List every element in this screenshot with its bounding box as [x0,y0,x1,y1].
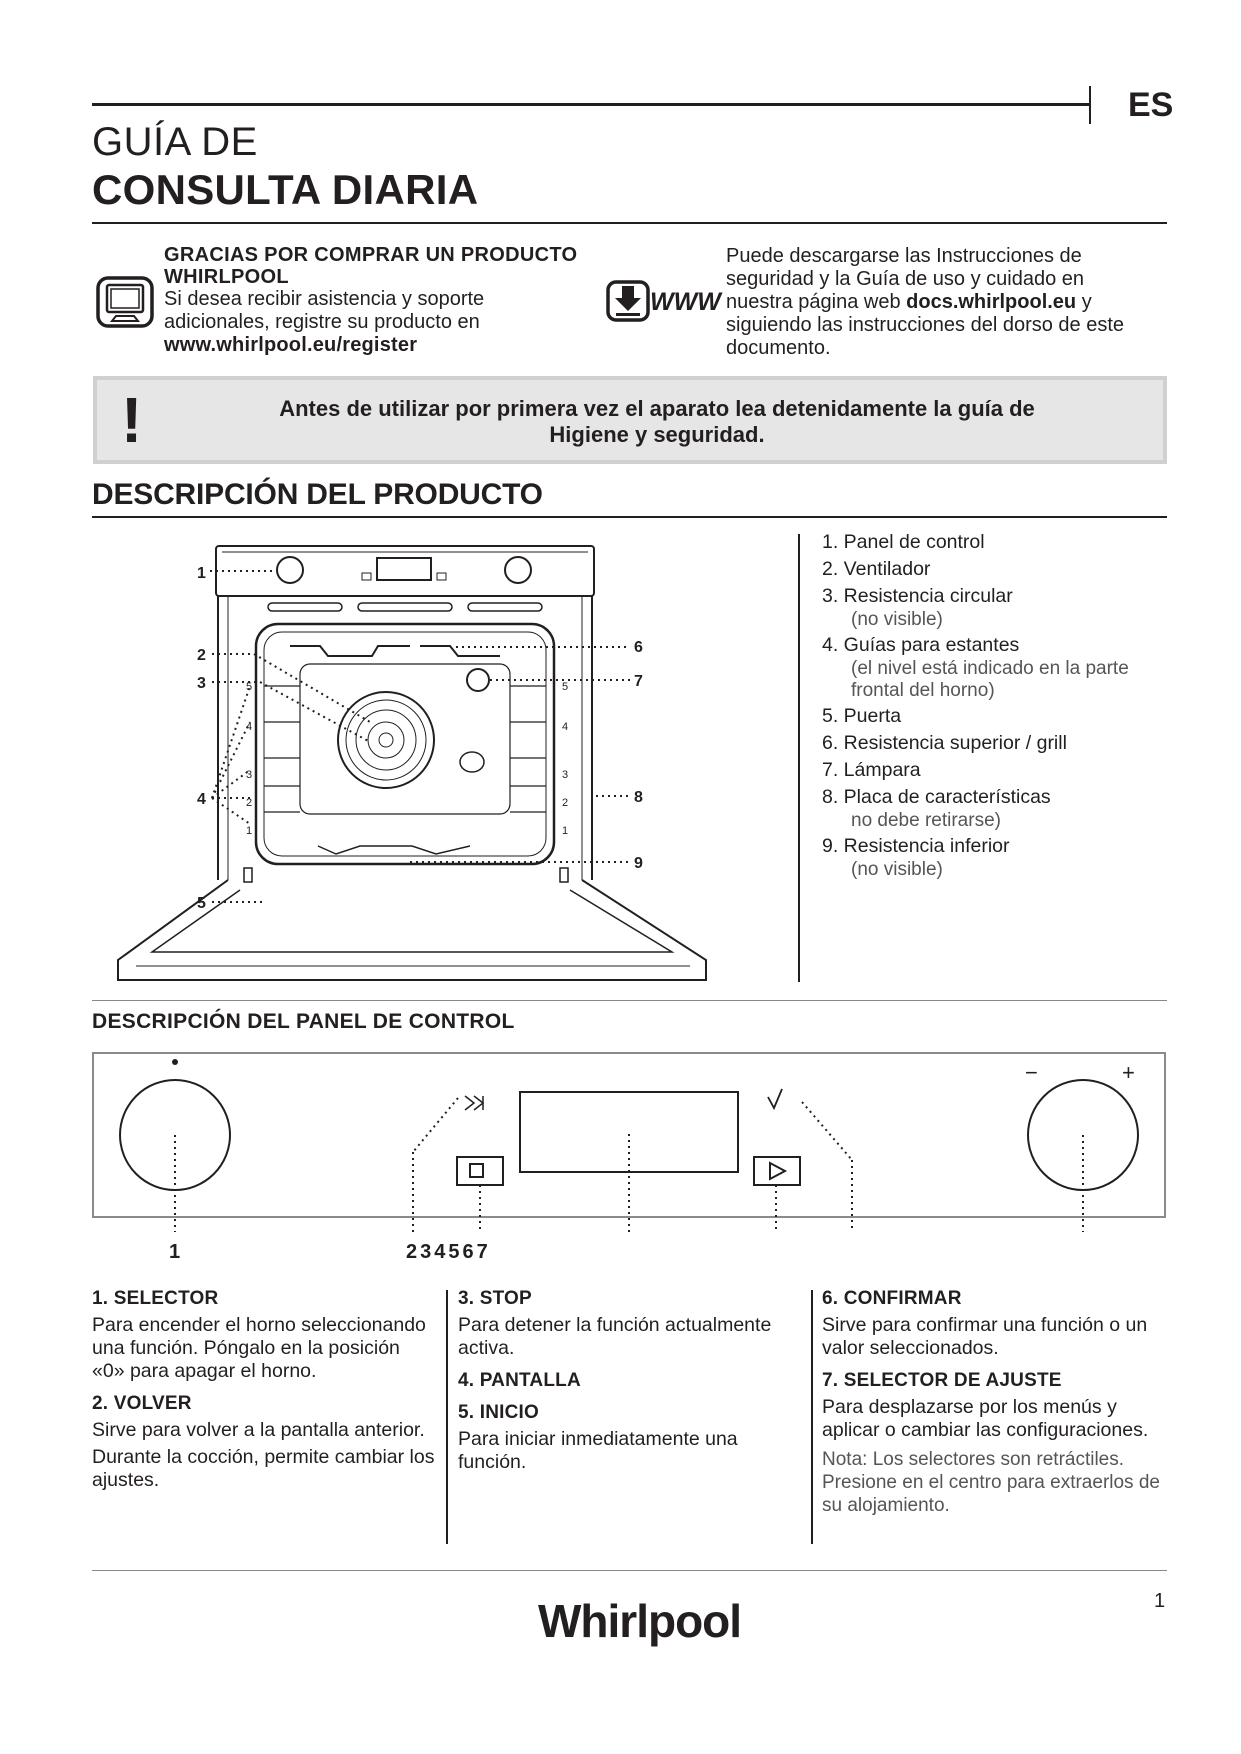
page-number: 1 [1154,1590,1166,1612]
header-rule-tick [1089,86,1091,124]
control-item-description: Para encender el horno seleccionando una función. Póngalo en la posición «0» para apagar el horno. [92,1314,426,1382]
control-item-title: 2. VOLVER [92,1393,192,1414]
control-item-title: 5. INICIO [458,1402,539,1423]
control-item-title: 4. PANTALLA [458,1370,581,1391]
svg-text:2: 2 [246,797,253,809]
svg-text:1: 1 [562,825,569,837]
legend-item-label: 4. Guías para estantes [822,634,1020,656]
control-item-description: Para iniciar inmediatamente una función. [458,1428,738,1473]
oven-diagram [110,528,710,993]
download-text-line1: Puede descargarse las Instrucciones de [726,245,1082,267]
legend-item-label: 3. Resistencia circular [822,585,1013,607]
callout-3: 3 [197,675,206,692]
warning-line1: Antes de utilizar por primera vez el aparato lea detenidamente la guía de [279,396,1035,421]
thanks-heading-line1: GRACIAS POR COMPRAR UN PRODUCTO [164,244,578,266]
callout-9: 9 [634,855,643,872]
download-text-line5: documento. [726,337,831,359]
legend-item [822,731,1162,756]
control-item-description: Durante la cocción, permite cambiar los ajustes. [92,1446,435,1491]
control-item-title: 3. STOP [458,1288,532,1309]
svg-text:1: 1 [246,825,253,837]
control-column-1 [92,1284,437,1498]
page-title-line1: GUÍA DE [92,120,258,164]
product-heading-rule [92,516,1167,518]
register-text-line1: Si desea recibir asistencia y soporte [164,288,485,310]
www-icon-text: WWW [650,288,721,316]
svg-text:3: 3 [562,769,569,781]
safety-warning-box [93,376,1167,464]
svg-text:5: 5 [562,681,569,693]
control-item-description: Sirve para volver a la pantalla anterior. [92,1419,425,1441]
plus-label: + [1122,1060,1135,1085]
legend-item-label: 1. Panel de control [822,531,985,553]
legend-item [822,633,1162,702]
minus-label: − [1025,1060,1038,1085]
legend-item-label: 2. Ventilador [822,558,931,580]
product-legend [822,530,1162,883]
legend-item-label: 9. Resistencia inferior [822,835,1010,857]
control-item-title: 6. CONFIRMAR [822,1288,962,1309]
svg-text:5: 5 [246,681,253,693]
page-title-line2: CONSULTA DIARIA [92,166,479,213]
legend-item-label: 8. Placa de características [822,786,1051,808]
legend-item-note: (el nivel está indicado en la parte frontal del horno) [851,658,1129,701]
legend-item [822,758,1162,783]
column-divider-1 [446,1290,448,1544]
product-description-heading: DESCRIPCIÓN DEL PRODUCTO [92,478,543,511]
control-item-description: Para detener la función actualmente activa. [458,1314,772,1359]
callout-5: 5 [197,895,206,912]
control-panel-heading: DESCRIPCIÓN DEL PANEL DE CONTROL [92,1010,515,1033]
callout-7: 7 [634,673,643,690]
control-panel-diagram [90,1046,1170,1263]
column-divider-2 [811,1290,813,1544]
control-item-title: 1. SELECTOR [92,1288,219,1309]
download-text-line4: siguiendo las instrucciones del dorso de este [726,314,1125,336]
control-column-3 [822,1284,1167,1517]
legend-item-label: 5. Puerta [822,705,902,727]
language-code: ES [1128,86,1174,124]
control-label-1: 1 [169,1241,181,1263]
legend-item [822,584,1162,631]
control-item-description: Sirve para confirmar una función o un valor seleccionados. [822,1314,1148,1359]
svg-text:3: 3 [246,769,253,781]
exclamation-icon: ! [121,384,143,456]
callout-1: 1 [197,565,206,582]
download-text-line3: nuestra página web docs.whirlpool.eu y [726,291,1092,313]
legend-item [822,704,1162,729]
warning-line2: Higiene y seguridad. [549,422,765,447]
legend-item-note: (no visible) [851,609,943,630]
legend-item [822,834,1162,881]
footer-rule [92,1570,1167,1571]
svg-text:2: 2 [562,797,569,809]
download-text-line2: seguridad y la Guía de uso y cuidado en [726,268,1085,290]
header-top-rule [92,103,1090,106]
control-item-title: 7. SELECTOR DE AJUSTE [822,1370,1062,1391]
legend-item-label: 6. Resistencia superior / grill [822,732,1067,754]
control-item-description: Para desplazarse por los menús y aplicar o cambiar las configuraciones. [822,1396,1149,1441]
callout-4: 4 [197,791,206,808]
title-underline [92,222,1167,224]
computer-monitor-icon [96,276,154,333]
legend-item-note: no debe retirarse) [851,810,1001,831]
register-text-line2: adicionales, registre su producto en [164,311,480,333]
whirlpool-logo: Whirlpool [538,1595,742,1647]
docs-link[interactable]: docs.whirlpool.eu [906,291,1077,313]
callout-2: 2 [197,647,206,664]
legend-item-label: 7. Lámpara [822,759,921,781]
legend-item [822,530,1162,555]
thanks-heading-line2: WHIRLPOOL [164,266,289,288]
legend-item [822,557,1162,582]
legend-divider [798,534,800,982]
callout-8: 8 [634,789,643,806]
control-panel-top-rule [92,1000,1167,1001]
download-www-icon [606,278,721,331]
legend-item-note: (no visible) [851,859,943,880]
legend-item [822,785,1162,832]
register-link[interactable]: www.whirlpool.eu/register [164,334,418,356]
retractable-knobs-note: Nota: Los selectores son retráctiles. Presione en el centro para extraerlos de su alojamiento. [822,1449,1160,1516]
control-label-group: 234567 [406,1241,491,1263]
svg-text:4: 4 [562,721,569,733]
control-column-2 [458,1284,803,1480]
callout-6: 6 [634,639,643,656]
svg-text:4: 4 [246,721,253,733]
